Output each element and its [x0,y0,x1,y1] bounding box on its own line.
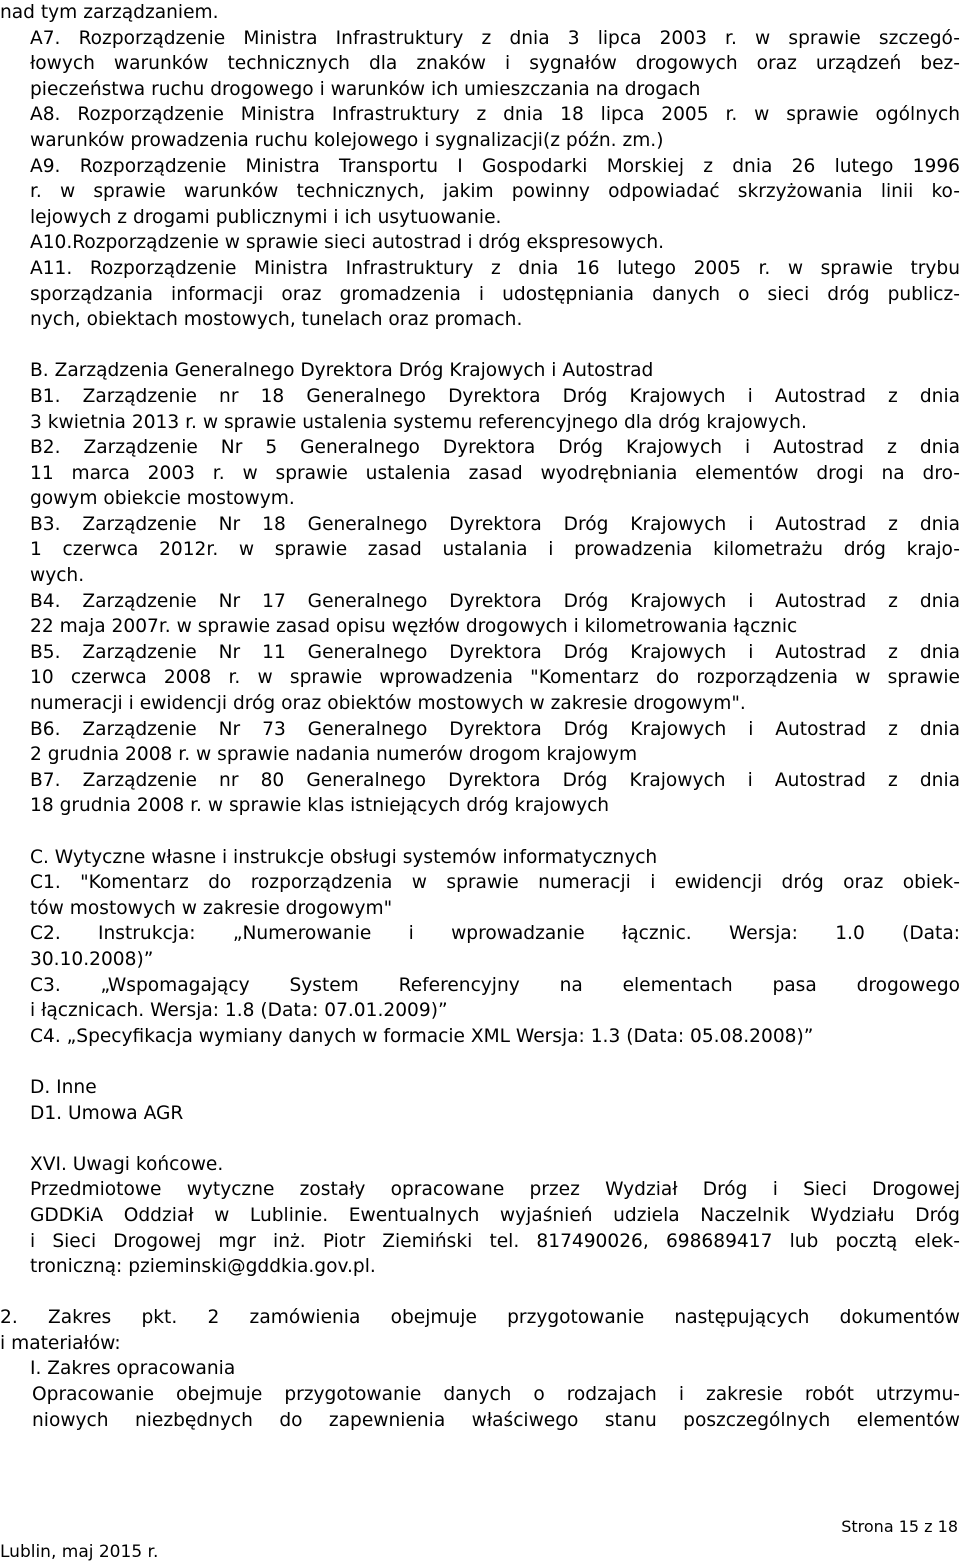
text-line: pieczeństwa ruchu drogowego i warunków ich umieszczania na drogach [30,78,701,100]
text-line: lejowych z drogami publicznymi i ich usytuowanie. [30,206,502,228]
text-line: sporządzania informacji oraz gromadzenia i udostępniania danych o sieci dróg publicz- [30,283,960,305]
text-line: nych, obiektach mostowych, tunelach oraz promach. [30,309,523,331]
footer-page-number: Strona 15 z 18 [841,1517,958,1536]
text-line: A11. Rozporządzenie Ministra Infrastruktury z dnia 16 lutego 2005 r. w sprawie trybu [30,257,960,279]
text-line: C2. Instrukcja: „Numerowanie i wprowadzanie łącznic. Wersja: 1.0 (Data: [30,923,960,945]
footer-place-date: Lublin, maj 2015 r. [0,1542,159,1562]
text-line: C1. "Komentarz do rozporządzenia w sprawie numeracji i ewidencji dróg oraz obiek- [30,872,960,894]
text-line: numeracji i ewidencji dróg oraz obiektów mostowych w zakresie drogowym". [30,693,746,715]
text-line: 11 marca 2003 r. w sprawie ustalenia zasad wyodrębniania elementów drogi na dro- [30,462,960,484]
text-line: i materiałów: [0,1332,121,1354]
text-line: i łącznicach. Wersja: 1.8 (Data: 07.01.2009)” [30,1000,448,1022]
blank-line [30,1049,960,1075]
text-line: C4. „Specyfikacja wymiany danych w formacie XML Wersja: 1.3 (Data: 05.08.2008)” [30,1025,814,1047]
blank-line [30,1280,960,1306]
text-line: troniczną: pzieminski@gddkia.gov.pl. [30,1256,376,1278]
blank-line [30,1126,960,1152]
text-line: 30.10.2008)” [30,948,154,970]
text-line: Przedmiotowe wytyczne zostały opracowane przez Wydział Dróg i Sieci Drogowej [30,1179,960,1201]
text-line: D. Inne [30,1076,97,1098]
text-line: B. Zarządzenia Generalnego Dyrektora Dróg Krajowych i Autostrad [30,360,654,382]
text-line: C3. „Wspomagający System Referencyjny na elementach pasa drogowego [30,974,960,996]
text-line: 3 kwietnia 2013 r. w sprawie ustalenia systemu referencyjnego dla dróg krajowych. [30,411,807,433]
text-line: i Sieci Drogowej mgr inż. Piotr Ziemiński tel. 817490026, 698689417 lub pocztą elek- [30,1230,960,1252]
text-line: B2. Zarządzenie Nr 5 Generalnego Dyrektora Dróg Krajowych i Autostrad z dnia [30,437,960,459]
text-line: A7. Rozporządzenie Ministra Infrastruktury z dnia 3 lipca 2003 r. w sprawie szczegó- [30,27,960,49]
text-line: B6. Zarządzenie Nr 73 Generalnego Dyrektora Dróg Krajowych i Autostrad z dnia [30,718,960,740]
text-line: B7. Zarządzenie nr 80 Generalnego Dyrektora Dróg Krajowych i Autostrad z dnia [30,769,960,791]
text-line: D1. Umowa AGR [30,1102,184,1124]
text-line: łowych warunków technicznych dla znaków i sygnałów drogowych oraz urządzeń bez- [30,53,960,75]
text-line: C. Wytyczne własne i instrukcje obsługi systemów informatycznych [30,846,658,868]
text-line: B5. Zarządzenie Nr 11 Generalnego Dyrektora Dróg Krajowych i Autostrad z dnia [30,641,960,663]
text-line: 1 czerwca 2012r. w sprawie zasad ustalania i prowadzenia kilometrażu dróg krajo- [30,539,960,561]
blank-line [30,819,960,845]
text-line: B1. Zarządzenie nr 18 Generalnego Dyrektora Dróg Krajowych i Autostrad z dnia [30,385,960,407]
text-line: XVI. Uwagi końcowe. [30,1153,224,1175]
text-line: 2. Zakres pkt. 2 zamówienia obejmuje przygotowanie następujących dokumentów [0,1307,960,1329]
blank-line [30,333,960,359]
text-line: Opracowanie obejmuje przygotowanie danych o rodzajach i zakresie robót utrzymu- [32,1384,960,1406]
text-line: A9. Rozporządzenie Ministra Transportu I Gospodarki Morskiej z dnia 26 lutego 1996 [30,155,960,177]
text-line: 2 grudnia 2008 r. w sprawie nadania numerów drogom krajowym [30,744,638,766]
text-line: niowych niezbędnych do zapewnienia właściwego stanu poszczególnych elementów [32,1409,960,1431]
text-line: 22 maja 2007r. w sprawie zasad opisu węzłów drogowych i kilometrowania łącznic [30,616,798,638]
text-line: wych. [30,565,85,587]
text-line: A10.Rozporządzenie w sprawie sieci autostrad i dróg ekspresowych. [30,232,665,254]
text-line: B3. Zarządzenie Nr 18 Generalnego Dyrektora Dróg Krajowych i Autostrad z dnia [30,513,960,535]
text-line: A8. Rozporządzenie Ministra Infrastruktury z dnia 18 lipca 2005 r. w sprawie ogólnych [30,104,960,126]
text-line: 10 czerwca 2008 r. w sprawie wprowadzenia "Komentarz do rozporządzenia w sprawie [30,667,960,689]
text-line: warunków prowadzenia ruchu kolejowego i sygnalizacji(z późn. zm.) [30,129,664,151]
text-line: tów mostowych w zakresie drogowym" [30,897,393,919]
text-line: gowym obiekcie mostowym. [30,488,295,510]
text-line: GDDKiA Oddział w Lublinie. Ewentualnych wyjaśnień udziela Naczelnik Wydziału Dróg [30,1204,960,1226]
text-line: B4. Zarządzenie Nr 17 Generalnego Dyrektora Dróg Krajowych i Autostrad z dnia [30,590,960,612]
text-line: I. Zakres opracowania [30,1358,236,1380]
text-line: 18 grudnia 2008 r. w sprawie klas istniejących dróg krajowych [30,795,610,817]
text-line: r. w sprawie warunków technicznych, jakim powinny odpowiadać skrzyżowania linii ko- [30,181,960,203]
text-line: nad tym zarządzaniem. [0,2,219,23]
